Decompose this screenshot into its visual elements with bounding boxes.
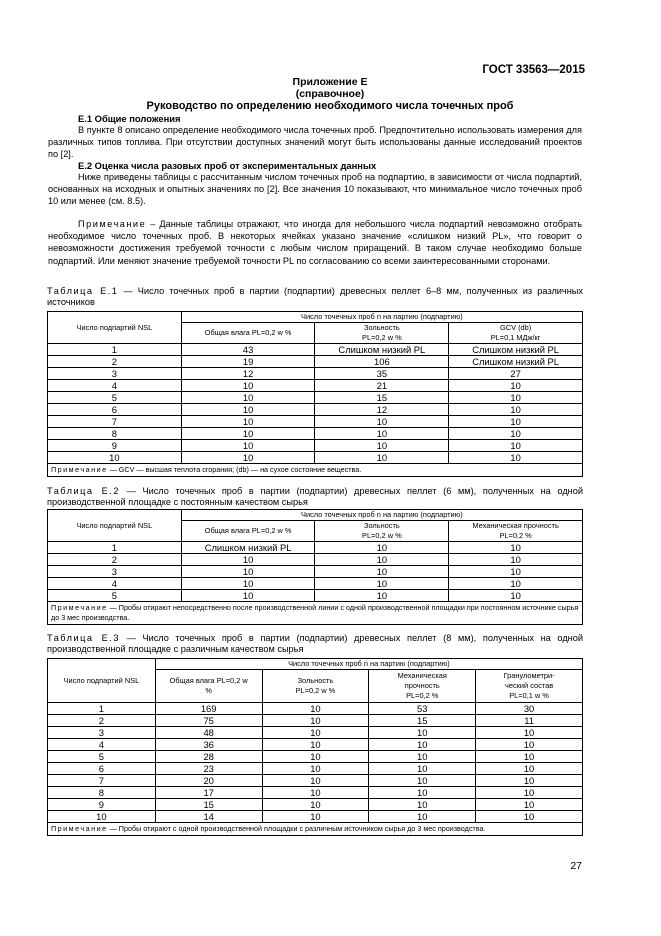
table1-cell: 43 (181, 344, 315, 356)
table3-cell: 10 (476, 811, 583, 823)
table3-row (48, 763, 583, 775)
table3-caption (47, 633, 583, 655)
table3-cell: 4 (48, 739, 156, 751)
table1-caption-label: Таблица Е.1 (47, 286, 119, 296)
table1-cell: 106 (315, 356, 449, 368)
table2-cell: 10 (181, 590, 315, 602)
table3-col-strength-l3: PL=0,2 % (406, 691, 439, 700)
table2-note-label: Примечание (51, 603, 108, 612)
table1-caption-text: — Число точечных проб в партии (подпартии) древесных пеллет 6–8 мм, полученных из различных источников (47, 286, 583, 307)
table3-cell: 28 (155, 751, 262, 763)
table2-cell: 10 (315, 566, 449, 578)
note-text: – Данные таблицы отражают, что иногда для небольшого числа подпартий невозможно отобрать необходимое число точечных проб. В некоторых ячейках указано значение «слишком низкий PL», что говорит о невозможности достижения требуемой точности с любым числом приращений. В таком случае необходимо больше подпартий. Или меняют значение требуемой точности PL по согласованию со всеми заинтересованными сторонами. (48, 219, 582, 266)
table2-note (48, 602, 583, 625)
table2-note-text: — Пробы отирают непосредственно после производственной линии с одной производственной площадки при постоянном источнике сырья до 3 мес производства. (51, 603, 579, 622)
section-heading-1: Е.1 Общие положения (78, 113, 181, 124)
table3-cell: 10 (48, 811, 156, 823)
table1-row (48, 356, 583, 368)
table1-row (48, 440, 583, 452)
table3-cell: 10 (262, 799, 369, 811)
table3-col-granulometry-l1: Гранулометри- (503, 671, 555, 680)
table2-row (48, 578, 583, 590)
table3-row (48, 775, 583, 787)
table1-cell: 15 (315, 392, 449, 404)
table1-cell: 10 (181, 392, 315, 404)
table1-cell: 19 (181, 356, 315, 368)
table3-cell: 15 (369, 715, 476, 727)
section-text-1: В пункте 8 описано определение необходимого числа точечных проб. Предпочтительно использовать измерения для различных типов топлива. При отсутствии доступных значений могут быть использованы данные исследований проектов по [2]. (48, 125, 582, 160)
table3-cell: 7 (48, 775, 156, 787)
table3-col-granulometry (476, 670, 583, 703)
table3-row (48, 703, 583, 715)
table3-row (48, 787, 583, 799)
table1-cell: 10 (181, 380, 315, 392)
table2-caption (47, 486, 583, 508)
table3-cell: 10 (476, 763, 583, 775)
table3-row (48, 715, 583, 727)
table1-cell: 27 (449, 368, 583, 380)
table1-col-moisture: Общая влага PL=0,2 w % (181, 323, 315, 344)
table1-cell: 10 (181, 428, 315, 440)
table3-note (48, 823, 583, 836)
table1-row (48, 344, 583, 356)
table1-cell: 12 (181, 368, 315, 380)
table1-col-gcv-l2: PL=0,1 МДж/кг (490, 333, 541, 342)
table1-cell: 10 (449, 416, 583, 428)
table2-col-ash-l1: Зольность (364, 521, 400, 530)
table1-cell: 2 (48, 356, 182, 368)
table1-col-gcv (449, 323, 583, 344)
main-title: Руководство по определению необходимого числа точечных проб (146, 100, 514, 112)
table2-cell: 10 (181, 578, 315, 590)
page-number: 27 (570, 860, 582, 872)
table1-cell: 10 (449, 440, 583, 452)
table1-cell: 10 (315, 428, 449, 440)
table1-cell: 5 (48, 392, 182, 404)
table3-col-granulometry-l2: ческий состав (505, 681, 554, 690)
table2-col-ash (315, 521, 449, 542)
table3-cell: 10 (262, 811, 369, 823)
table3-header-row (48, 659, 583, 670)
table1-cell: 35 (315, 368, 449, 380)
table2-caption-label: Таблица Е.2 (47, 486, 120, 496)
note-paragraph (48, 218, 582, 267)
standard-code: ГОСТ 33563—2015 (482, 64, 585, 76)
table1-cell: 6 (48, 404, 182, 416)
table1-note-row (48, 464, 583, 477)
table1-cell: Слишком низкий PL (449, 356, 583, 368)
table1-group-header: Число точечных проб n на партию (подпартию) (181, 312, 582, 323)
table3-cell: 10 (369, 775, 476, 787)
table3-row (48, 799, 583, 811)
table2-group-header: Число точечных проб n на партию (подпартию) (181, 510, 582, 521)
table2-row (48, 542, 583, 554)
table1-cell: Слишком низкий PL (315, 344, 449, 356)
table2-col-moisture: Общая влага PL=0,2 w % (181, 521, 315, 542)
table-3 (47, 658, 583, 836)
table3-row (48, 811, 583, 823)
table2-row (48, 566, 583, 578)
table1-row (48, 392, 583, 404)
table3-cell: 1 (48, 703, 156, 715)
table1-cell: 10 (181, 416, 315, 428)
table3-cell: 10 (369, 727, 476, 739)
table3-note-text: — Пробы отирают с одной производственной площадки с различным источником сырья до 3 мес производства. (107, 824, 486, 833)
table2-col-subparts: Число подпартий NSL (48, 510, 182, 542)
table1-cell: 10 (449, 392, 583, 404)
table3-cell: 10 (262, 727, 369, 739)
table2-col-strength (449, 521, 583, 542)
table1-cell: 12 (315, 404, 449, 416)
table2-cell: 10 (181, 566, 315, 578)
table3-cell: 10 (369, 787, 476, 799)
table1-row (48, 452, 583, 464)
table3-cell: 3 (48, 727, 156, 739)
table1-col-ash-l1: Зольность (363, 323, 400, 332)
table1-cell: 10 (449, 404, 583, 416)
table3-caption-label: Таблица Е.3 (47, 633, 120, 643)
table1-col-ash-l2: PL=0,2 w % (362, 333, 402, 342)
table2-col-strength-l2: PL=0,2 % (499, 531, 532, 540)
table2-cell: 10 (449, 590, 583, 602)
table1-caption (47, 286, 583, 308)
table3-row (48, 751, 583, 763)
table2-cell: Слишком низкий PL (181, 542, 315, 554)
table3-cell: 20 (155, 775, 262, 787)
table1-row (48, 368, 583, 380)
table2-cell: 10 (449, 554, 583, 566)
table1-cell: 10 (315, 452, 449, 464)
table3-col-strength (369, 670, 476, 703)
table3-cell: 10 (476, 787, 583, 799)
table1-cell: 10 (181, 452, 315, 464)
table1-col-subparts: Число подпартий NSL (48, 312, 182, 344)
table3-cell: 10 (369, 751, 476, 763)
table1-cell: 9 (48, 440, 182, 452)
table1-cell: 10 (449, 380, 583, 392)
table2-caption-text: — Число точечных проб в партии (подпартии) древесных пеллет (6 мм), полученных на одной производственной площадке с постоянным качеством сырья (47, 486, 583, 507)
table1-cell: 10 (181, 404, 315, 416)
table3-cell: 10 (476, 799, 583, 811)
table3-cell: 30 (476, 703, 583, 715)
table3-cell: 10 (262, 715, 369, 727)
table2-cell: 10 (449, 542, 583, 554)
section-heading-2: Е.2 Оценка числа разовых проб от экспериментальных данных (78, 160, 377, 171)
table2-row (48, 590, 583, 602)
table2-col-ash-l2: PL=0,2 w % (362, 531, 402, 540)
table1-note-text: — GCV — высшая теплота сгорания; (db) — на сухое состояние вещества. (107, 465, 362, 474)
table1-cell: 21 (315, 380, 449, 392)
table3-col-ash-l1: Зольность (297, 676, 334, 685)
table2-cell: 1 (48, 542, 182, 554)
table1-col-gcv-l1: GCV (db) (500, 323, 532, 332)
table1-row (48, 404, 583, 416)
table3-cell: 10 (369, 799, 476, 811)
table1-cell: 10 (449, 452, 583, 464)
table2-cell: 10 (315, 542, 449, 554)
table3-note-row (48, 823, 583, 836)
table3-cell: 10 (476, 775, 583, 787)
table3-cell: 10 (262, 739, 369, 751)
table3-col-strength-l1: Механическая (397, 671, 447, 680)
table1-cell: 10 (48, 452, 182, 464)
table3-note-label: Примечание (51, 824, 108, 833)
table2-row (48, 554, 583, 566)
table3-row (48, 739, 583, 751)
table2-cell: 10 (315, 554, 449, 566)
table1-cell: 10 (449, 428, 583, 440)
table2-note-row (48, 602, 583, 625)
table3-cell: 10 (262, 787, 369, 799)
table3-col-strength-l2: прочность (404, 681, 440, 690)
table1-cell: 7 (48, 416, 182, 428)
table3-cell: 10 (262, 751, 369, 763)
table3-cell: 9 (48, 799, 156, 811)
table2-cell: 10 (449, 578, 583, 590)
table3-cell: 11 (476, 715, 583, 727)
table1-col-ash (315, 323, 449, 344)
table2-cell: 10 (315, 578, 449, 590)
table3-cell: 48 (155, 727, 262, 739)
appendix-title: Приложение Е (292, 76, 368, 88)
table1-cell: 10 (181, 440, 315, 452)
table2-col-strength-l1: Механическая прочность (472, 521, 559, 530)
table3-cell: 10 (369, 811, 476, 823)
table3-cell: 75 (155, 715, 262, 727)
table3-col-subparts: Число подпартий NSL (48, 659, 156, 703)
table1-header-row (48, 312, 583, 323)
note-label: Примечание (78, 219, 147, 229)
table3-cell: 23 (155, 763, 262, 775)
table1-row (48, 416, 583, 428)
table3-cell: 8 (48, 787, 156, 799)
table-2 (47, 509, 583, 625)
table1-row (48, 380, 583, 392)
table2-cell: 10 (181, 554, 315, 566)
table2-cell: 4 (48, 578, 182, 590)
table1-row (48, 428, 583, 440)
table3-cell: 14 (155, 811, 262, 823)
table2-cell: 10 (449, 566, 583, 578)
table3-cell: 10 (476, 751, 583, 763)
table3-cell: 5 (48, 751, 156, 763)
table3-row (48, 727, 583, 739)
table3-cell: 169 (155, 703, 262, 715)
table3-cell: 10 (369, 739, 476, 751)
table1-cell: 10 (315, 440, 449, 452)
table3-col-granulometry-l3: PL=0,1 w % (509, 691, 549, 700)
table1-cell: 3 (48, 368, 182, 380)
table3-cell: 15 (155, 799, 262, 811)
table3-cell: 10 (262, 763, 369, 775)
table3-caption-text: — Число точечных проб в партии (подпартии) древесных пеллет (8 мм), полученных на одной производственной площадке с различным качеством сырья (47, 633, 583, 654)
table1-cell: 4 (48, 380, 182, 392)
table3-cell: 10 (476, 739, 583, 751)
table3-cell: 36 (155, 739, 262, 751)
table1-cell: 1 (48, 344, 182, 356)
table3-cell: 10 (369, 763, 476, 775)
table2-header-row (48, 510, 583, 521)
table3-col-ash-l2: PL=0,2 w % (295, 686, 336, 695)
table3-col-ash (262, 670, 369, 703)
table1-cell: 8 (48, 428, 182, 440)
table1-note (48, 464, 583, 477)
table2-cell: 5 (48, 590, 182, 602)
table3-cell: 2 (48, 715, 156, 727)
table3-col-moisture-l1: Общая влага PL=0,2 w (169, 676, 248, 685)
table3-group-header: Число точечных проб n на партию (подпартию) (155, 659, 582, 670)
table2-cell: 2 (48, 554, 182, 566)
table3-cell: 10 (262, 775, 369, 787)
table1-note-label: Примечание (51, 465, 108, 474)
table3-col-moisture (155, 670, 262, 703)
table3-cell: 10 (476, 727, 583, 739)
table-1 (47, 311, 583, 477)
appendix-type: (справочное) (295, 88, 365, 100)
table1-cell: Слишком низкий PL (449, 344, 583, 356)
table3-col-moisture-l2: % (205, 686, 212, 695)
table2-cell: 3 (48, 566, 182, 578)
table2-cell: 10 (315, 590, 449, 602)
table3-cell: 53 (369, 703, 476, 715)
table1-cell: 10 (315, 416, 449, 428)
table3-cell: 6 (48, 763, 156, 775)
table3-cell: 17 (155, 787, 262, 799)
table3-cell: 10 (262, 703, 369, 715)
section-text-2: Ниже приведены таблицы с рассчитанным числом точечных проб на подпартию, в зависимости от числа подпартий, основанных на исходных и опытных значениях по [2]. Все значения 10 показывают, что минимальное число точечных проб 10 или менее (см. 8.5). (48, 172, 582, 207)
